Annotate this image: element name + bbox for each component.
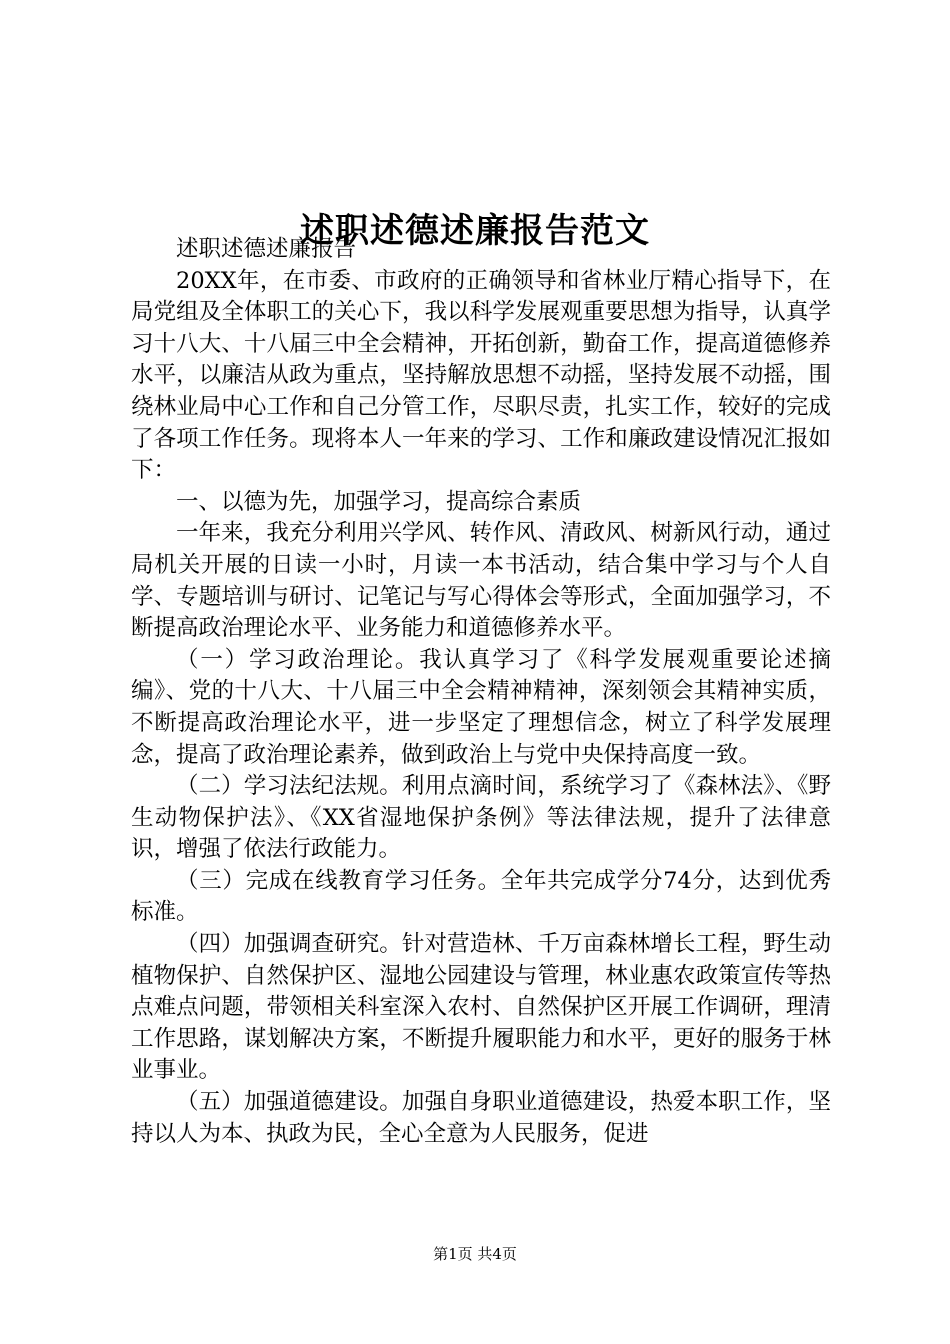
paragraph-online-education: （三）完成在线教育学习任务。全年共完成学分74分，达到优秀标准。 — [131, 867, 831, 926]
paragraph-political-theory: （一）学习政治理论。我认真学习了《科学发展观重要论述摘编》、党的十八大、十八届三中全会精神精神，深刻领会其精神实质，不断提高政治理论水平，进一步坚定了理想信念，树立了科学发展理念，提高了政治理论素养，做到政治上与党中央保持高度一致。 — [131, 646, 831, 768]
paragraph-laws-regulations: （二）学习法纪法规。利用点滴时间，系统学习了《森林法》、《野生动物保护法》、《XX省湿地保护条例》等法律法规，提升了法律意识，增强了依法行政能力。 — [131, 773, 831, 863]
document-title: 述职述德述廉报告范文 — [300, 210, 650, 251]
document-body — [131, 234, 831, 1150]
paragraph-subtitle: 述职述德述廉报告 — [176, 236, 357, 262]
section-heading-1: 一、以德为先，加强学习，提高综合素质 — [176, 488, 582, 515]
paragraph-intro: 20XX年，在市委、市政府的正确领导和省林业厅精心指导下，在局党组及全体职工的关心下，我以科学发展观重要思想为指导，认真学习十八大、十八届三中全会精神，开拓创新，勤奋工作，提高道德修养水平，以廉洁从政为重点，坚持解放思想不动摇，坚持发展不动摇，围绕林业局中心工作和自己分管工作，尽职尽责，扎实工作，较好的完成了各项工作任务。现将本人一年来的学习、工作和廉政建设情况汇报如下： — [131, 267, 831, 484]
paragraph-study-overview: 一年来，我充分利用兴学风、转作风、清政风、树新风行动，通过局机关开展的日读一小时，月读一本书活动，结合集中学习与个人自学、专题培训与研讨、记笔记与写心得体会等形式，全面加强学习，不断提高政治理论水平、业务能力和道德修养水平。 — [131, 520, 831, 642]
page-number: 第1页 共4页 — [433, 1245, 517, 1263]
paragraph-research: （四）加强调查研究。针对营造林、千万亩森林增长工程，野生动植物保护、自然保护区、湿地公园建设与管理，林业惠农政策宣传等热点难点问题，带领相关科室深入农村、自然保护区开展工作调研，理清工作思路，谋划解决方案，不断提升履职能力和水平，更好的服务于林业事业。 — [131, 931, 831, 1084]
paragraph-moral-building: （五）加强道德建设。加强自身职业道德建设，热爱本职工作，坚持以人为本、执政为民，全心全意为人民服务，促进 — [131, 1089, 831, 1147]
